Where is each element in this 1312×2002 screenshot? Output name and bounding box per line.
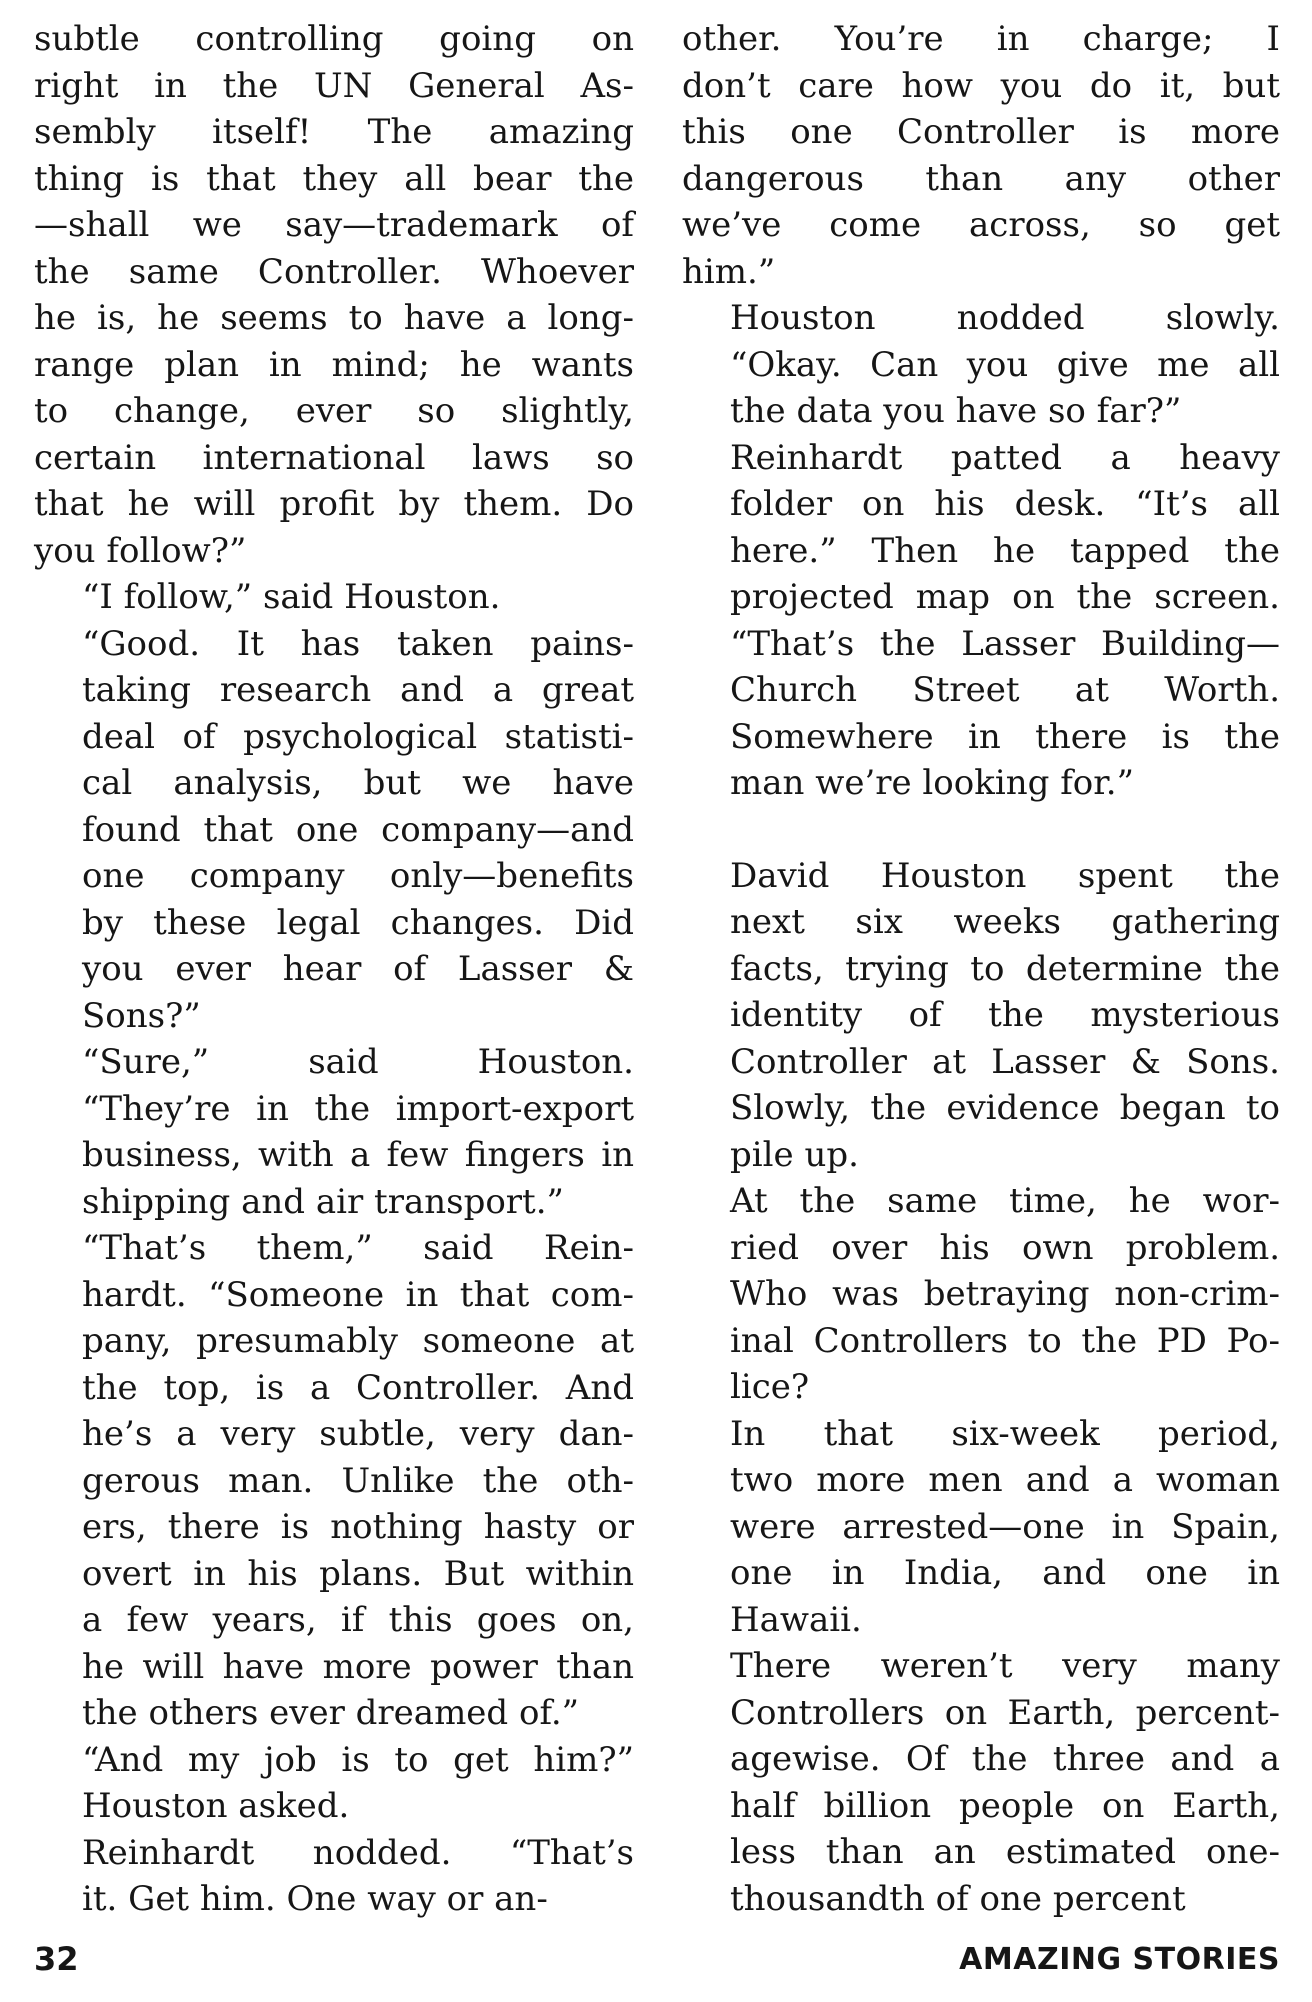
text-line: the same Controller. Whoever <box>34 251 634 292</box>
text-line: Hawaii. <box>730 1599 862 1640</box>
text-line: Controller at Lasser & Sons. <box>730 1041 1280 1082</box>
text-line: two more men and a woman <box>730 1460 1280 1500</box>
paragraph <box>682 1411 1280 1644</box>
text-line: don’t care how you do it, but <box>682 65 1280 106</box>
text-line: “And my job is to get him?” <box>82 1739 634 1780</box>
text-line: less than an estimated one- <box>730 1832 1280 1872</box>
text-line: the others ever dreamed of.” <box>82 1693 580 1733</box>
paragraph <box>682 295 1280 435</box>
paragraph <box>34 1039 634 1225</box>
text-line: Reinhardt nodded. “That’s <box>82 1832 634 1873</box>
text-line: we’ve come across, so get <box>682 205 1280 245</box>
text-line: a few years, if this goes on, <box>82 1600 634 1640</box>
text-line: business, with a few fingers in <box>82 1135 634 1175</box>
text-line: the top, is a Controller. And <box>82 1367 634 1408</box>
text-line: —shall we say—trademark of <box>34 205 634 245</box>
text-line: he will have more power than <box>82 1646 634 1687</box>
paragraph <box>682 435 1280 807</box>
text-line: certain international laws so <box>34 437 634 478</box>
paragraph <box>682 1178 1280 1411</box>
text-line: dangerous than any other <box>682 158 1280 199</box>
text-line: At the same time, he wor- <box>730 1181 1280 1221</box>
text-line: he’s a very subtle, very dan- <box>82 1414 634 1454</box>
text-line: lice? <box>730 1367 810 1407</box>
text-line: hardt. “Someone in that com- <box>82 1274 634 1315</box>
text-line: folder on his desk. “It’s all <box>730 484 1280 524</box>
right-text-column <box>682 16 1280 1922</box>
text-line: “Sure,” said Houston. <box>82 1042 634 1082</box>
text-line: “They’re in the import-export <box>82 1088 634 1129</box>
text-line: he is, he seems to have a long- <box>34 298 634 338</box>
text-line: In that six-week period, <box>730 1413 1280 1454</box>
text-line: overt in his plans. But within <box>82 1553 634 1594</box>
text-line: that he will profit by them. Do <box>34 484 634 524</box>
text-line: projected map on the screen. <box>730 577 1280 617</box>
text-line: next six weeks gathering <box>730 902 1280 942</box>
text-line: “Okay. Can you give me all <box>730 344 1280 385</box>
page-footer <box>34 1940 1280 1980</box>
text-line: one in India, and one in <box>730 1553 1280 1593</box>
text-line: subtle controlling going on <box>34 19 634 59</box>
text-line: pile up. <box>730 1134 859 1175</box>
text-line: Houston nodded slowly. <box>730 298 1280 338</box>
text-line: gerous man. Unlike the oth- <box>82 1460 634 1501</box>
paragraph <box>34 1737 634 1830</box>
text-line: thing is that they all bear the <box>34 158 634 199</box>
text-line: Church Street at Worth. <box>730 670 1280 710</box>
text-line: Slowly, the evidence began to <box>730 1088 1280 1128</box>
text-line: by these legal changes. Did <box>82 902 634 943</box>
paragraph <box>34 621 634 1040</box>
text-line: sembly itself! The amazing <box>34 112 634 152</box>
text-line: “That’s the Lasser Building— <box>730 623 1280 664</box>
text-line: him.” <box>682 251 776 292</box>
text-line: ried over his own problem. <box>730 1227 1280 1268</box>
text-line: you ever hear of Lasser & <box>82 949 634 989</box>
text-line: range plan in mind; he wants <box>34 344 634 385</box>
text-line: cal analysis, but we have <box>82 763 634 803</box>
paragraph <box>682 853 1280 1179</box>
text-line: thousandth of one percent <box>730 1878 1186 1919</box>
left-text-column <box>34 16 634 1923</box>
text-line: found that one company—and <box>82 809 634 850</box>
text-line: right in the UN General As- <box>34 65 634 106</box>
text-line: inal Controllers to the PD Po- <box>730 1320 1280 1361</box>
paragraph <box>682 16 1280 295</box>
text-line: identity of the mysterious <box>730 995 1280 1035</box>
text-line: “I follow,” said Houston. <box>82 577 501 617</box>
text-line: pany, presumably someone at <box>82 1321 634 1361</box>
text-line: half billion people on Earth, <box>730 1785 1280 1826</box>
text-line: you follow?” <box>34 530 247 571</box>
text-line: deal of psychological statisti- <box>82 716 634 757</box>
text-line: this one Controller is more <box>682 112 1280 152</box>
paragraph <box>34 1830 634 1923</box>
text-line: here.” Then he tapped the <box>730 530 1280 571</box>
text-line: the data you have so far?” <box>730 391 1182 431</box>
page-number: 32 <box>34 1940 79 1978</box>
text-line: to change, ever so slightly, <box>34 391 634 431</box>
text-line: one company only—benefits <box>82 856 634 896</box>
text-line: Sons?” <box>82 995 201 1036</box>
text-line: were arrested—one in Spain, <box>730 1506 1280 1547</box>
text-line: Somewhere in there is the <box>730 716 1280 757</box>
text-line: agewise. Of the three and a <box>730 1739 1280 1779</box>
paragraph <box>34 1225 634 1737</box>
text-line: other. You’re in charge; I <box>682 19 1280 59</box>
text-line: David Houston spent the <box>730 855 1280 896</box>
text-line: taking research and a great <box>82 670 634 710</box>
paragraph <box>34 16 634 574</box>
paragraph <box>682 1643 1280 1922</box>
running-title: AMAZING STORIES <box>959 1942 1280 1977</box>
text-line: Reinhardt patted a heavy <box>730 437 1280 478</box>
paragraph <box>34 574 634 621</box>
text-line: facts, trying to determine the <box>730 948 1280 989</box>
text-line: “That’s them,” said Rein- <box>82 1228 634 1268</box>
text-line: ers, there is nothing hasty or <box>82 1507 634 1547</box>
text-line: man we’re looking for.” <box>730 763 1134 803</box>
text-line: shipping and air transport.” <box>82 1181 564 1222</box>
text-line: “Good. It has taken pains- <box>82 623 634 664</box>
text-line: Houston asked. <box>82 1786 350 1826</box>
text-line: it. Get him. One way or an- <box>82 1879 548 1919</box>
text-line: Controllers on Earth, percent- <box>730 1692 1280 1733</box>
text-line: Who was betraying non-crim- <box>730 1274 1280 1314</box>
text-line: There weren’t very many <box>730 1646 1280 1686</box>
